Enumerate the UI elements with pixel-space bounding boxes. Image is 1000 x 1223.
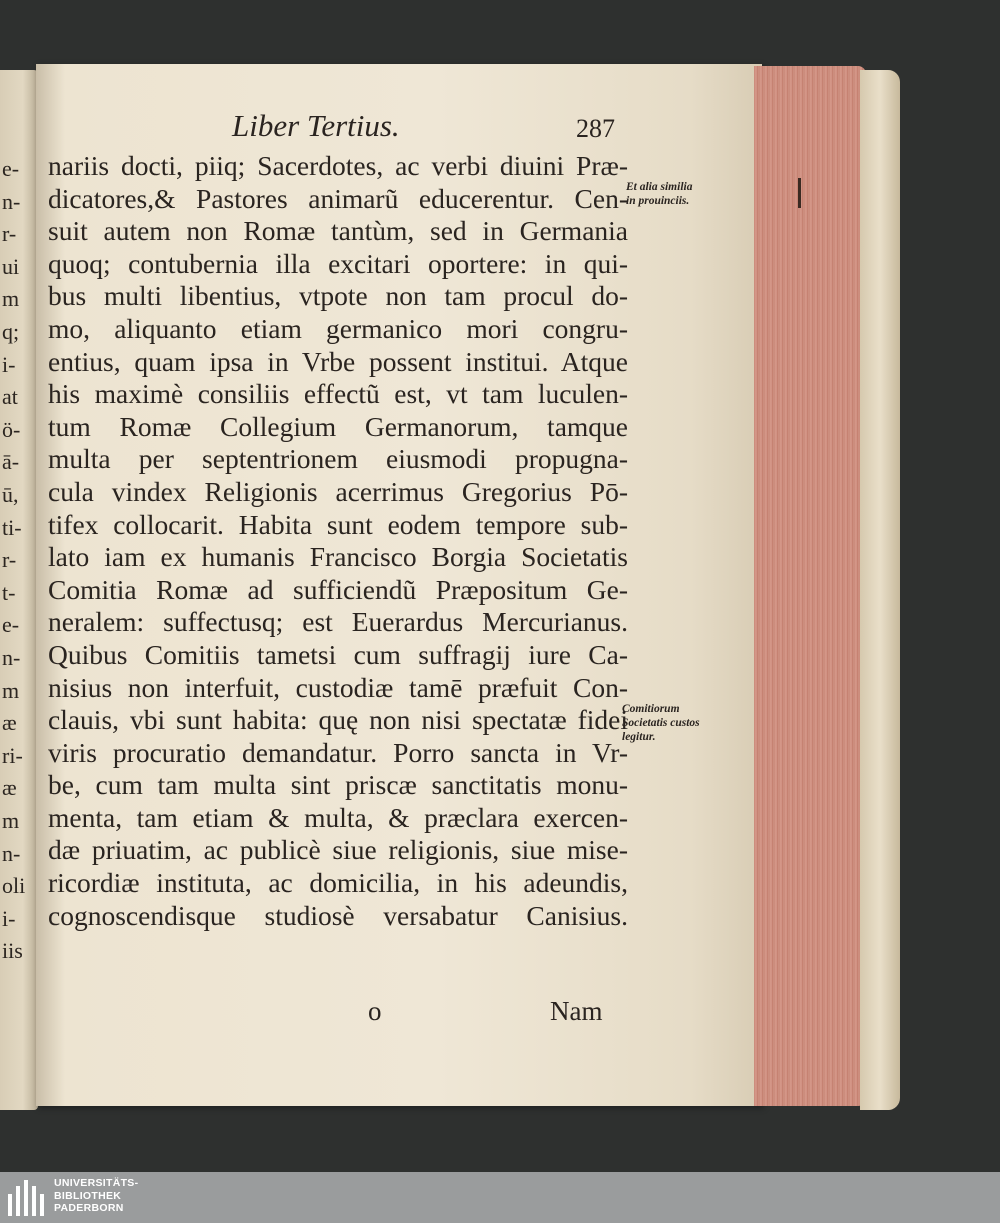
text-line: mo, aliquanto etiam germanico mori congru- bbox=[48, 312, 628, 344]
left-page-edge bbox=[0, 70, 38, 1110]
running-header: Liber Tertius. bbox=[232, 108, 400, 143]
text-line: menta, tam etiam & multa, & præclara exercen- bbox=[48, 801, 628, 833]
page-fore-edge bbox=[860, 70, 900, 1110]
left-page-fragment: ui bbox=[2, 253, 20, 279]
body-text bbox=[48, 150, 628, 932]
text-line: be, cum tam multa sint priscæ sanctitatis monu- bbox=[48, 769, 628, 801]
left-page-fragment: t- bbox=[2, 579, 16, 605]
red-page-edges bbox=[754, 66, 866, 1106]
left-page-fragment: e- bbox=[2, 156, 20, 181]
left-page-fragment: i- bbox=[2, 905, 16, 931]
margin-note-line: legitur. bbox=[622, 731, 656, 743]
text-line: viris procuratio demandatur. Porro sancta in Vr- bbox=[48, 736, 628, 768]
margin-note-2 bbox=[622, 702, 700, 744]
page-number: 287 bbox=[576, 114, 615, 143]
margin-note-line: Comitiorum bbox=[622, 703, 680, 715]
text-line: nariis docti, piiq; Sacerdotes, ac verbi diuini Præ- bbox=[48, 150, 628, 181]
text-line: clauis, vbi sunt habita: quę non nisi spectatæ fidei bbox=[48, 704, 628, 736]
margin-note-line: Et alia similia bbox=[626, 181, 693, 193]
text-line: Quibus Comitiis tametsi cum suffragij iure Ca- bbox=[48, 638, 628, 670]
library-footer bbox=[0, 1172, 1000, 1223]
text-line: nisius non interfuit, custodiæ tamē præfuit Con- bbox=[48, 671, 628, 703]
text-line: dæ priuatim, ac publicè siue religionis, siue mise- bbox=[48, 834, 628, 866]
text-line: neralem: suffectusq; est Euerardus Mercurianus. bbox=[48, 606, 628, 638]
left-page-fragment: ū, bbox=[2, 482, 19, 507]
margin-note-line: in prouinciis. bbox=[626, 195, 690, 207]
text-line: his maximè consiliis effectũ est, vt tam luculen- bbox=[48, 378, 628, 410]
margin-note-line: Societatis custos bbox=[622, 717, 700, 729]
edge-mark bbox=[798, 178, 801, 208]
catchword: Nam bbox=[550, 996, 603, 1026]
text-line: ricordiæ instituta, ac domicilia, in his adeundis, bbox=[48, 867, 628, 899]
left-page-fragment: iis bbox=[2, 938, 23, 964]
text-line: tifex collocarit. Habita sunt eodem tempore sub- bbox=[48, 508, 628, 540]
left-page-fragment: m bbox=[2, 677, 20, 703]
text-line: suit autem non Romæ tantùm, sed in Germania bbox=[48, 215, 628, 247]
left-page-fragment: ri- bbox=[2, 742, 23, 768]
text-line: tum Romæ Collegium Germanorum, tamque bbox=[48, 410, 628, 442]
left-page-fragment: q; bbox=[2, 319, 20, 344]
left-page-fragment: n- bbox=[2, 840, 21, 866]
left-page-fragment: m bbox=[2, 808, 20, 833]
text-line: bus multi libentius, vtpote non tam procul do- bbox=[48, 280, 628, 312]
left-page-fragment: æ bbox=[2, 775, 17, 801]
left-page-fragment: r- bbox=[2, 221, 17, 247]
left-page-fragment: ö- bbox=[2, 416, 21, 442]
left-page-fragment: n- bbox=[2, 645, 21, 670]
text-line: Comitia Romæ ad sufficiendũ Præpositum Ge- bbox=[48, 573, 628, 605]
left-page-fragment: æ bbox=[2, 710, 17, 736]
text-line: dicatores,& Pastores animarũ educerentur. Cen- bbox=[48, 182, 628, 214]
left-page-fragment: n- bbox=[2, 188, 21, 214]
library-name: UNIVERSITÄTS- BIBLIOTHEK PADERBORN bbox=[54, 1177, 139, 1214]
text-line: lato iam ex humanis Francisco Borgia Societatis bbox=[48, 541, 628, 573]
text-line: cognoscendisque studiosè versabatur Canisius. bbox=[48, 899, 628, 931]
signature-mark: o bbox=[368, 996, 382, 1026]
library-logo-icon bbox=[8, 1180, 46, 1216]
left-page-fragment: ti- bbox=[2, 514, 22, 540]
margin-note-1 bbox=[626, 180, 692, 208]
text-line: entius, quam ipsa in Vrbe possent institui. Atque bbox=[48, 345, 628, 377]
left-page-fragment: i- bbox=[2, 351, 16, 377]
text-line: cula vindex Religionis acerrimus Gregorius Pō- bbox=[48, 475, 628, 507]
text-line: quoq; contubernia illa excitari oportere: in qui- bbox=[48, 247, 628, 279]
left-page-fragment: m bbox=[2, 286, 20, 312]
left-page-fragment: at bbox=[2, 384, 18, 410]
left-page-fragment: ā- bbox=[2, 449, 20, 475]
left-page-fragment: r- bbox=[2, 547, 17, 573]
text-line: multa per septentrionem eiusmodi propugna- bbox=[48, 443, 628, 475]
left-page-fragment: e- bbox=[2, 612, 20, 638]
left-page-fragment: oli bbox=[2, 873, 26, 899]
